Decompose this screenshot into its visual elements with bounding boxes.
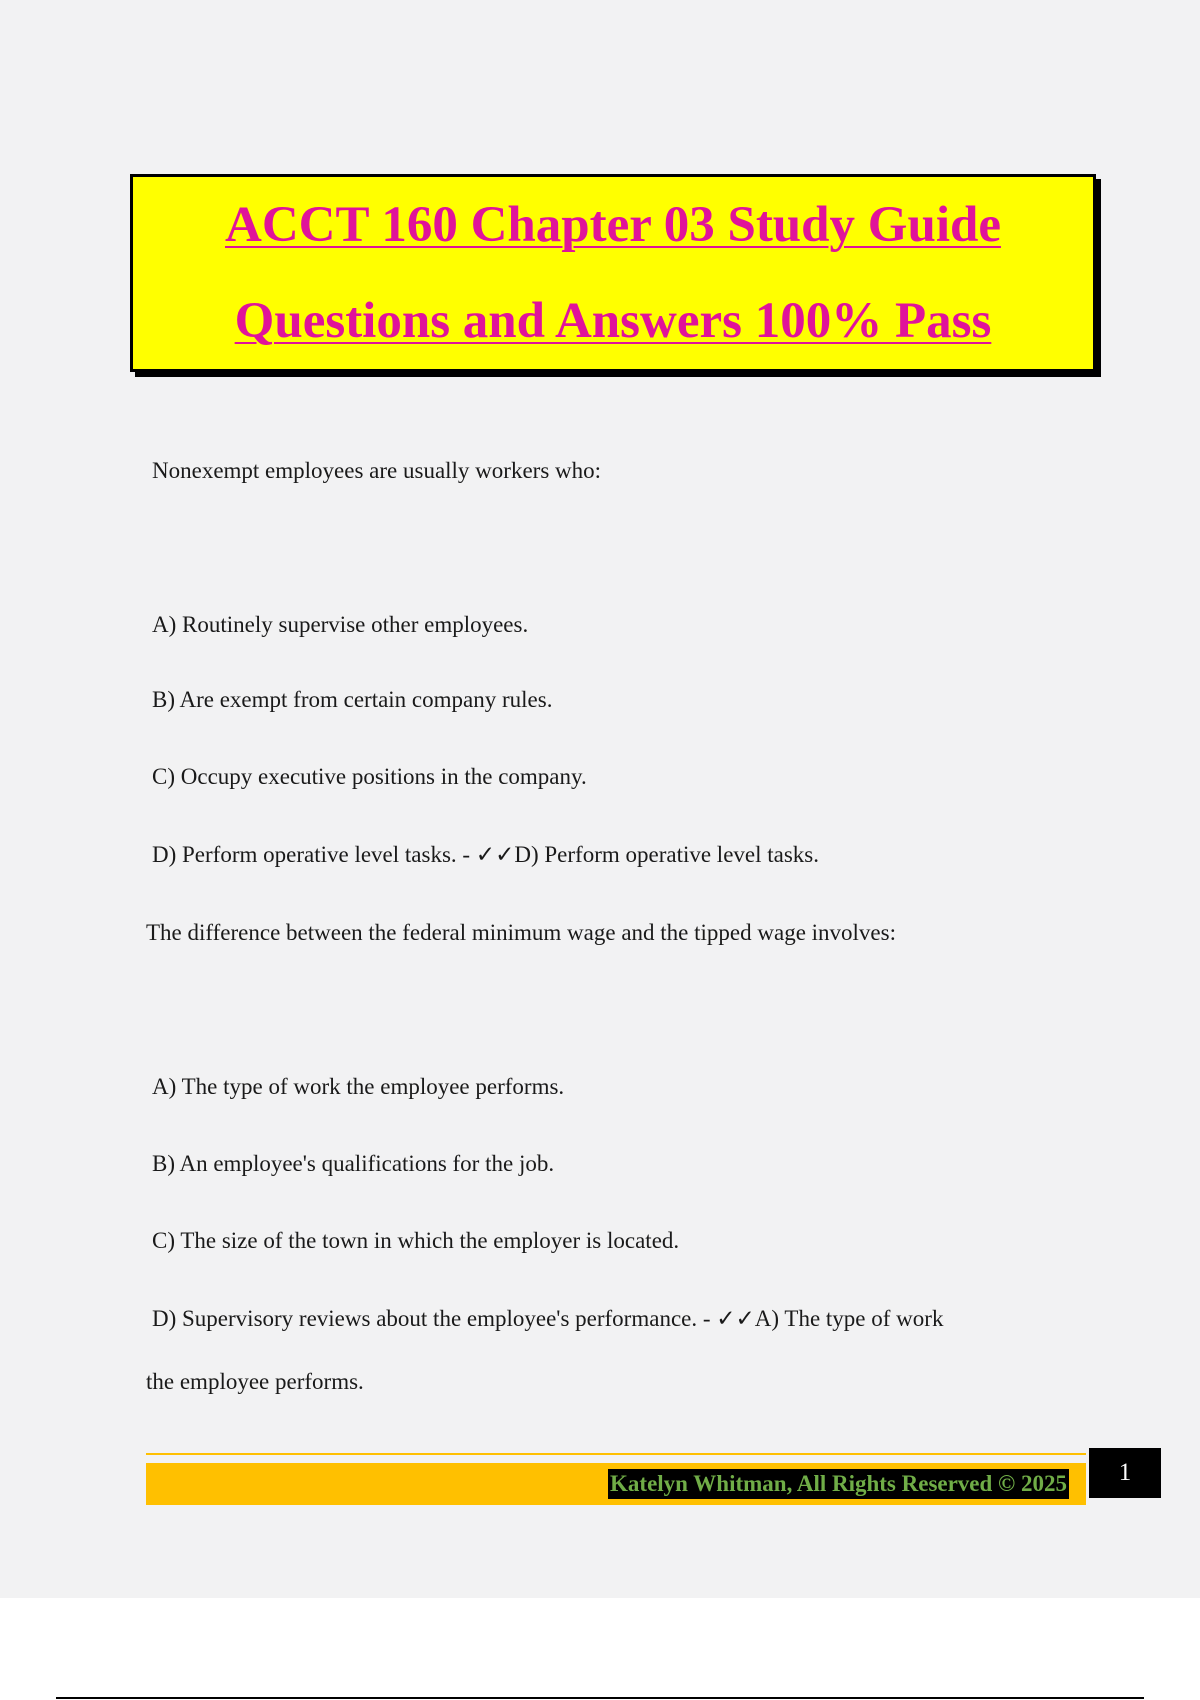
question-2-option-c: C) The size of the town in which the employer is located. [152, 1228, 680, 1253]
question-1-option-c: C) Occupy executive positions in the company. [152, 764, 587, 789]
question-1-option-d-answer: D) Perform operative level tasks. - ✓✓D) Perform operative level tasks. [152, 842, 819, 867]
title-line-1: ACCT 160 Chapter 03 Study Guide [224, 197, 1001, 253]
question-2-answer-continuation: the employee performs. [146, 1369, 364, 1394]
question-1-option-a: A) Routinely supervise other employees. [152, 612, 529, 637]
footer-copyright: Katelyn Whitman, All Rights Reserved © 2025 [608, 1469, 1069, 1499]
bottom-divider [56, 1697, 1144, 1699]
question-2-option-b: B) An employee's qualifications for the job. [152, 1151, 555, 1176]
footer-rule [146, 1453, 1086, 1455]
question-2-prompt: The difference between the federal minimum wage and the tipped wage involves: [146, 920, 896, 945]
question-2-option-a: A) The type of work the employee performs. [152, 1074, 565, 1099]
page-number: 1 [1089, 1448, 1161, 1498]
question-2-option-d-answer: D) Supervisory reviews about the employee's performance. - ✓✓A) The type of work [152, 1306, 944, 1331]
footer-bar [146, 1463, 1086, 1505]
title-line-2: Questions and Answers 100% Pass [234, 293, 992, 349]
question-1-option-b: B) Are exempt from certain company rules. [152, 687, 553, 712]
title-box [130, 174, 1096, 372]
question-1-prompt: Nonexempt employees are usually workers who: [152, 458, 602, 483]
